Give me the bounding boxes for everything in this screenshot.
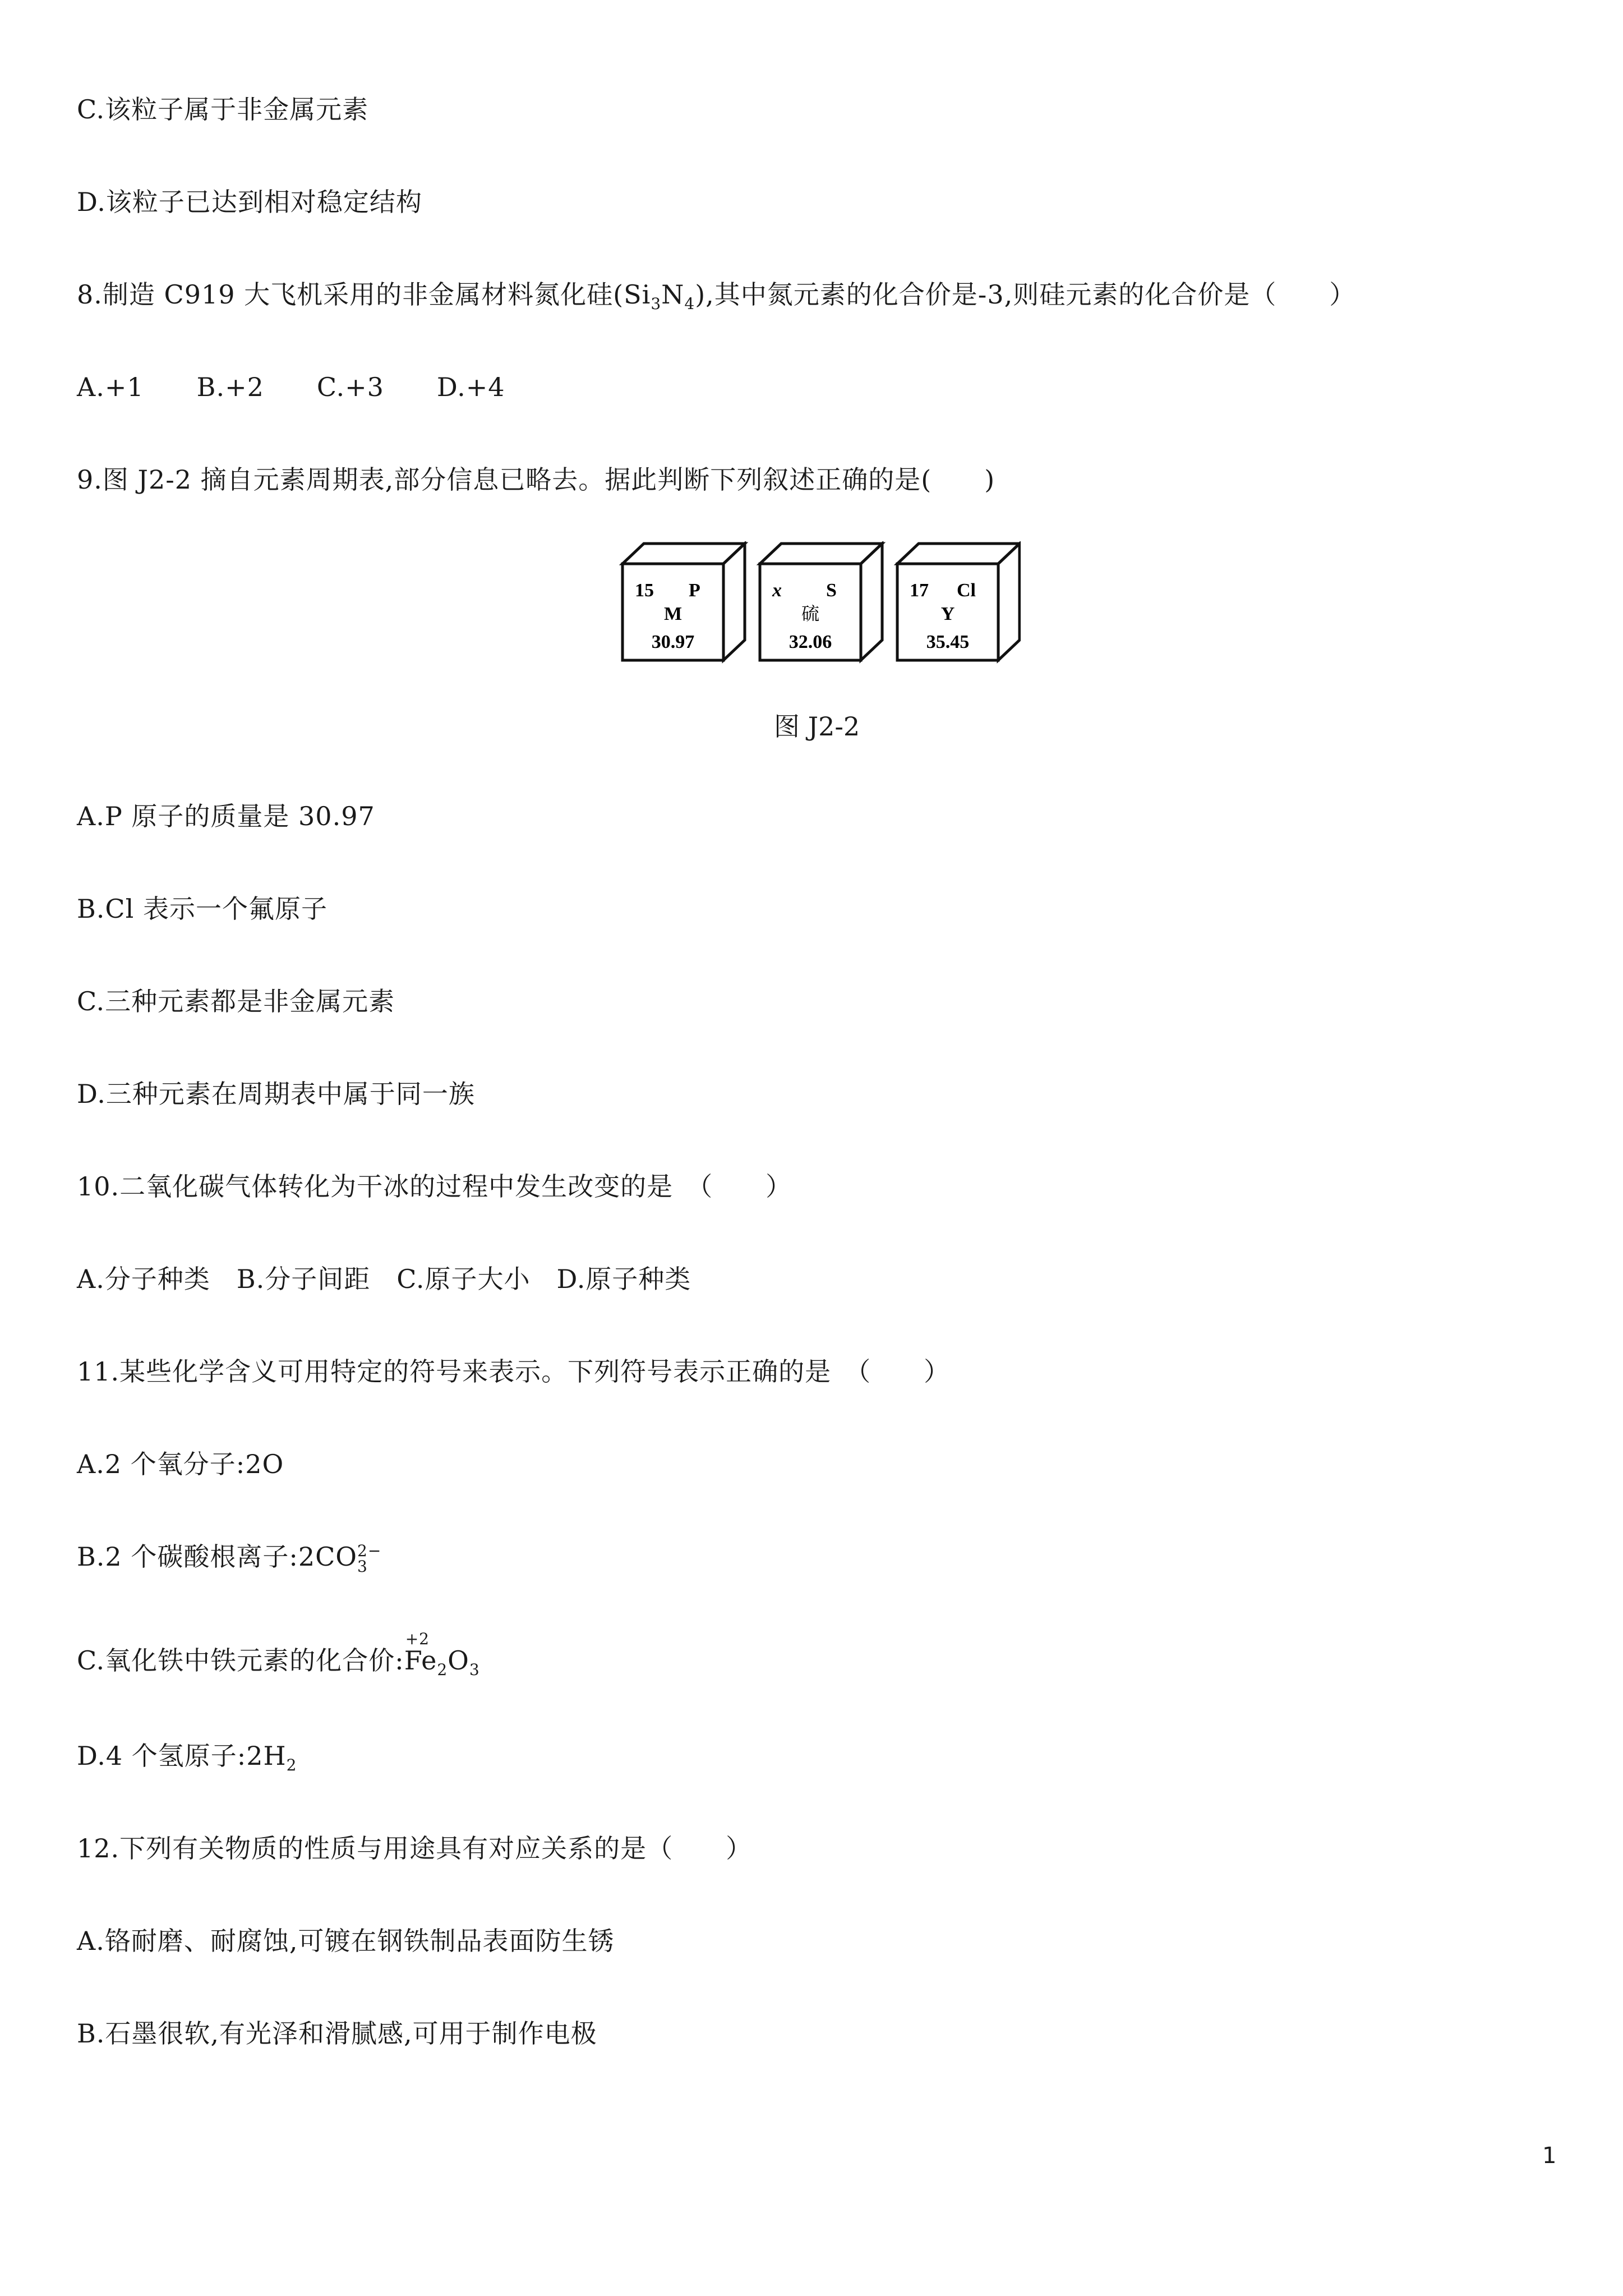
- q11d-text: D.4 个氢原子:2H: [77, 1741, 287, 1771]
- q11c-valence: +2: [405, 1630, 430, 1648]
- question-9: 9.图 J2-2 摘自元素周期表,部分信息已略去。据此判断下列叙述正确的是( ): [77, 464, 995, 495]
- q11c-o: O: [448, 1645, 469, 1676]
- q8-options: A.+1 B.+2 C.+3 D.+4: [77, 372, 505, 402]
- q12-option-a: A.铬耐磨、耐腐蚀,可镀在钢铁制品表面防生锈: [77, 1926, 615, 1956]
- q11b-text: B.2 个碳酸根离子:2CO: [77, 1542, 357, 1572]
- page-number: 1: [1542, 2143, 1557, 2169]
- q11-option-a: A.2 个氧分子:2O: [77, 1449, 284, 1479]
- element-box-cl: [897, 544, 1020, 660]
- q8-text-pre: 8.制造 C919 大飞机采用的非金属材料氮化硅(Si: [77, 279, 651, 310]
- element-mass: 32.06: [789, 632, 832, 652]
- q7-option-d: D.该粒子已达到相对稳定结构: [77, 187, 422, 217]
- element-name: 硫: [801, 603, 820, 624]
- q8-nitrogen: N: [661, 279, 685, 310]
- figure-caption: 图 J2-2: [774, 711, 860, 742]
- q11c-text: C.氧化铁中铁元素的化合价:: [77, 1645, 404, 1676]
- q11c-sub-2: 3: [469, 1660, 480, 1680]
- q11b-charge: 2−: [357, 1542, 382, 1560]
- element-number: x: [772, 580, 782, 601]
- q11-option-c: [77, 1630, 480, 1680]
- q11c-fe: Fe: [404, 1645, 437, 1676]
- q11d-subscript: 2: [286, 1756, 297, 1775]
- q8-sub-1: 3: [651, 295, 662, 314]
- periodic-table-figure: [617, 541, 1021, 665]
- q9-option-d: D.三种元素在周期表中属于同一族: [77, 1079, 475, 1109]
- element-name: Y: [940, 604, 955, 624]
- q11c-sub-1: 2: [437, 1660, 448, 1680]
- element-box-p: [623, 544, 745, 660]
- q11-option-d: [77, 1739, 297, 1773]
- q9-option-a: A.P 原子的质量是 30.97: [77, 801, 375, 831]
- q11b-subscript: 3: [357, 1557, 368, 1576]
- q9-option-b: B.Cl 表示一个氟原子: [77, 894, 328, 924]
- element-box-s: [760, 544, 882, 660]
- element-symbol: S: [826, 580, 837, 601]
- question-11: 11.某些化学含义可用特定的符号来表示。下列符号表示正确的是 （ ）: [77, 1356, 951, 1387]
- q9-option-c: C.三种元素都是非金属元素: [77, 986, 395, 1016]
- element-number: 17: [910, 580, 929, 601]
- q8-sub-2: 4: [684, 295, 695, 314]
- q12-option-b: B.石墨很软,有光泽和滑腻感,可用于制作电极: [77, 2018, 597, 2049]
- q11-option-b: [77, 1540, 381, 1575]
- question-12: 12.下列有关物质的性质与用途具有对应关系的是（ ）: [77, 1833, 753, 1864]
- q11c-formula: [404, 1630, 480, 1680]
- element-mass: 35.45: [926, 632, 970, 652]
- question-10: 10.二氧化碳气体转化为干冰的过程中发生改变的是 （ ）: [77, 1171, 792, 1202]
- q8-text-post: ),其中氮元素的化合价是-3,则硅元素的化合价是（ ）: [695, 279, 1356, 310]
- element-mass: 30.97: [651, 632, 695, 652]
- element-symbol: P: [689, 580, 700, 601]
- element-name: M: [663, 604, 683, 624]
- q7-option-c: C.该粒子属于非金属元素: [77, 94, 369, 125]
- question-8: [77, 278, 1356, 314]
- q10-options: A.分子种类 B.分子间距 C.原子大小 D.原子种类: [77, 1264, 691, 1294]
- element-number: 15: [635, 580, 654, 601]
- element-symbol: Cl: [957, 580, 976, 601]
